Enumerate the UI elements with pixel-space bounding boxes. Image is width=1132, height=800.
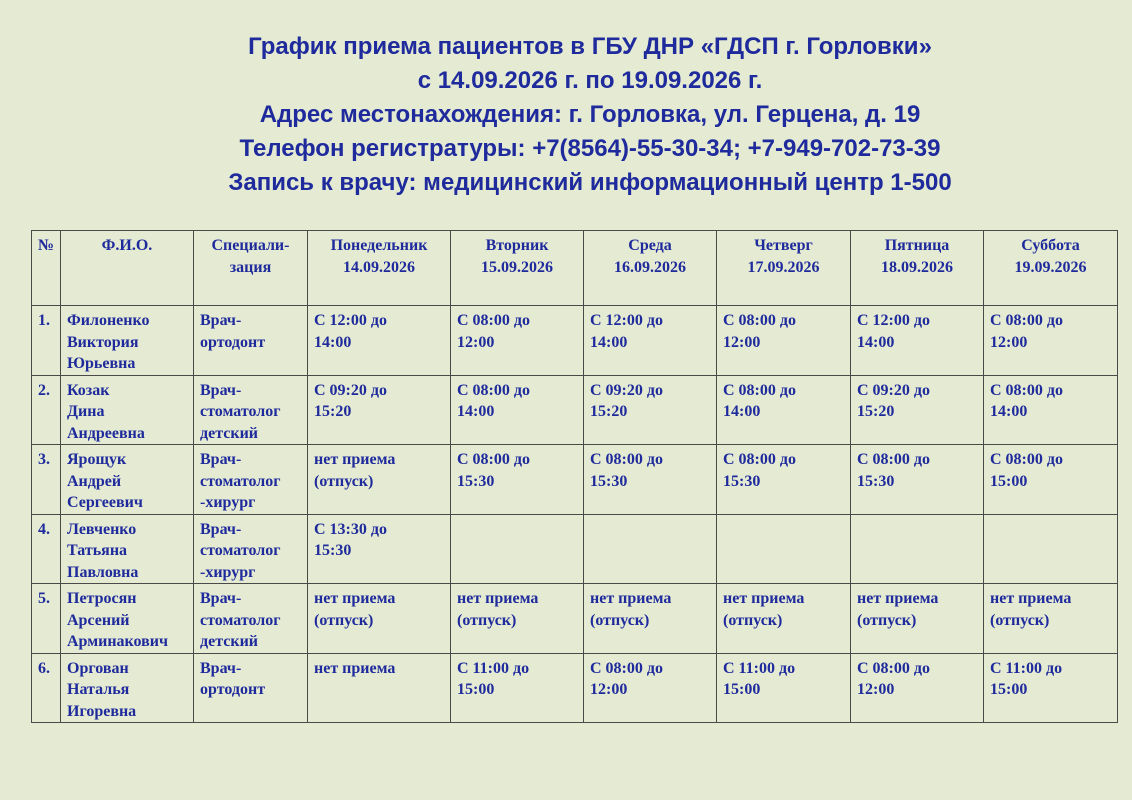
schedule-cell-line: 12:00 [723,333,761,351]
schedule-cell-line: С 08:00 до [590,451,663,468]
specialization-line: Врач- [200,590,242,607]
specialization-line: Врач- [200,381,242,399]
schedule-cell [451,584,584,654]
specialization-line: детский [200,424,259,442]
table-row [32,306,1118,376]
row-number: 2. [32,375,61,445]
schedule-cell [308,306,451,376]
doctor-specialization [194,445,308,515]
specialization-line: Врач- [200,451,242,468]
schedule-cell-line: 14:00 [590,333,628,351]
row-number: 1. [32,306,61,376]
schedule-cell-line: нет приема [457,590,539,607]
doctor-specialization [194,306,308,376]
schedule-cell-line: (отпуск) [723,611,783,629]
schedule-cell [984,445,1118,515]
schedule-cell-line: С 11:00 до [457,659,530,677]
schedule-cell-line: нет приема [314,451,396,468]
header-specialization [194,231,308,306]
specialization-line: стоматолог [200,611,281,629]
schedule-cell-line: нет приема [857,590,939,607]
specialization-line: ортодонт [200,681,266,698]
row-number: 4. [32,514,61,584]
header-specialization-line1: Специали- [211,237,290,254]
schedule-cell [584,306,717,376]
schedule-cell-line: 14:00 [857,333,895,351]
header-appointment: Запись к врачу: медицинский информационный центр 1-500 [228,169,952,196]
header-address: Адрес местонахождения: г. Горловка, ул. Герцена, д. 19 [259,101,921,128]
schedule-cell-line: С 12:00 до [590,312,663,329]
doctor-name-line: Виктория [67,333,139,351]
specialization-line: детский [200,633,259,650]
schedule-cell-line: нет приема [723,590,805,607]
doctor-name-line: Арсений [67,611,130,629]
schedule-cell-line: С 09:20 до [590,381,663,399]
schedule-cell [984,375,1118,445]
doctor-name-line: Дина [67,403,105,420]
schedule-cell [717,375,851,445]
header-day-wednesday [584,231,717,306]
specialization-line: стоматолог [200,542,281,559]
schedule-cell [584,445,717,515]
doctor-name-line: Игоревна [67,702,137,720]
schedule-header [0,30,1132,200]
doctor-name-line: Петросян [67,590,137,607]
schedule-cell-line: С 09:20 до [857,381,930,399]
doctor-specialization [194,653,308,723]
doctor-name-line: Левченко [67,520,137,538]
specialization-line: стоматолог [200,403,281,420]
doctor-name [61,445,194,515]
schedule-cell-line: С 08:00 до [457,381,530,399]
day-name: Среда [628,237,672,254]
header-day-friday [851,231,984,306]
doctor-name [61,584,194,654]
doctor-name [61,375,194,445]
schedule-cell-line: С 08:00 до [990,312,1063,329]
doctor-name [61,306,194,376]
row-number: 5. [32,584,61,654]
schedule-cell [451,306,584,376]
schedule-cell [851,375,984,445]
schedule-cell-line: С 08:00 до [590,659,663,677]
schedule-cell [584,375,717,445]
doctor-name-line: Юрьевна [67,355,136,372]
doctor-specialization [194,584,308,654]
header-day-tuesday [451,231,584,306]
specialization-line: стоматолог [200,472,281,490]
schedule-cell-line: С 08:00 до [723,451,796,468]
table-row [32,445,1118,515]
schedule-cell-line: С 08:00 до [457,451,530,468]
schedule-cell [451,514,584,584]
doctor-name-line: Наталья [67,681,130,698]
schedule-cell [308,375,451,445]
header-day-thursday [717,231,851,306]
schedule-cell-line: С 08:00 до [457,312,530,329]
doctor-name-line: Андреевна [67,424,145,442]
schedule-cell-line: 12:00 [590,681,628,698]
table-row [32,375,1118,445]
specialization-line: Врач- [200,659,242,677]
schedule-cell-line: (отпуск) [314,611,374,629]
specialization-line: Врач- [200,312,242,329]
schedule-cell-line: (отпуск) [314,472,374,490]
doctor-specialization [194,375,308,445]
schedule-cell [451,375,584,445]
day-name: Четверг [754,237,813,254]
schedule-cell-line: 15:00 [723,681,761,698]
schedule-cell [984,514,1118,584]
schedule-cell-line: (отпуск) [857,611,917,629]
schedule-cell-line: С 11:00 до [990,659,1063,677]
row-number: 3. [32,445,61,515]
table-row [32,514,1118,584]
schedule-cell [984,584,1118,654]
header-phone: Телефон регистратуры: +7(8564)-55-30-34; +7-949-702-73-39 [239,135,941,162]
schedule-cell-line: С 08:00 до [857,451,930,468]
day-name: Понедельник [330,237,428,254]
schedule-cell-line: 12:00 [990,333,1028,351]
schedule-cell [717,653,851,723]
doctor-specialization [194,514,308,584]
day-date: 15.09.2026 [481,258,553,276]
schedule-cell [584,653,717,723]
row-number: 6. [32,653,61,723]
schedule-cell-line: 15:30 [723,472,761,490]
schedule-cell [851,445,984,515]
schedule-cell-line: (отпуск) [590,611,650,629]
schedule-cell-line: нет приема [314,590,396,607]
doctor-name [61,514,194,584]
specialization-line: -хирург [200,494,256,511]
schedule-cell-line: С 12:00 до [857,312,930,329]
schedule-cell-line: 12:00 [857,681,895,698]
schedule-cell [851,584,984,654]
doctor-name-line: Татьяна [67,542,128,559]
schedule-cell-line: 15:00 [457,681,495,698]
schedule-cell [451,445,584,515]
header-num: № [32,231,61,306]
doctor-name-line: Сергеевич [67,494,143,511]
schedule-cell [717,584,851,654]
schedule-cell [984,653,1118,723]
table-row [32,653,1118,723]
specialization-line: ортодонт [200,333,266,351]
schedule-cell-line: С 13:30 до [314,520,387,538]
header-period: с 14.09.2026 г. по 19.09.2026 г. [417,67,763,94]
schedule-cell [584,514,717,584]
schedule-cell [851,514,984,584]
specialization-line: -хирург [200,563,256,581]
schedule-cell-line: С 08:00 до [990,451,1063,468]
day-name: Пятница [884,237,950,254]
schedule-cell-line: 12:00 [457,333,495,351]
schedule-cell-line: 14:00 [457,403,495,420]
specialization-line: Врач- [200,520,242,538]
day-date: 17.09.2026 [747,258,820,276]
schedule-table [31,230,1118,723]
doctor-name-line: Ярощук [67,451,127,468]
doctor-name-line: Оргован [67,659,129,677]
header-fio: Ф.И.О. [61,231,194,306]
header-day-monday [308,231,451,306]
day-date: 18.09.2026 [881,258,953,276]
schedule-cell [851,653,984,723]
doctor-name [61,653,194,723]
schedule-cell-line: 14:00 [990,403,1028,420]
schedule-cell-line: 14:00 [314,333,352,351]
doctor-name-line: Андрей [67,472,122,490]
schedule-cell [984,306,1118,376]
schedule-cell-line: 15:30 [314,542,352,559]
day-name: Суббота [1021,237,1080,254]
schedule-cell-line: 15:30 [457,472,495,490]
day-date: 16.09.2026 [614,258,686,276]
schedule-cell [308,514,451,584]
schedule-cell-line: нет приема [590,590,672,607]
table-body [32,306,1118,723]
schedule-cell-line: (отпуск) [990,611,1050,629]
schedule-cell [308,653,451,723]
doctor-name-line: Павловна [67,563,139,581]
schedule-cell [451,653,584,723]
schedule-cell-line: 15:30 [590,472,628,490]
schedule-cell-line: С 11:00 до [723,659,796,677]
day-date: 14.09.2026 [343,258,415,276]
schedule-cell [851,306,984,376]
day-name: Вторник [485,237,549,254]
header-title: График приема пациентов в ГБУ ДНР «ГДСП г. Горловки» [248,33,932,60]
schedule-cell [717,306,851,376]
doctor-name-line: Козак [67,381,110,399]
schedule-cell-line: С 08:00 до [990,381,1063,399]
schedule-cell-line: С 09:20 до [314,381,387,399]
schedule-cell-line: 15:00 [990,681,1028,698]
schedule-cell [717,514,851,584]
schedule-cell [308,584,451,654]
schedule-cell [584,584,717,654]
schedule-cell-line: С 08:00 до [723,312,796,329]
schedule-cell-line: нет приема [990,590,1072,607]
schedule-cell-line: С 08:00 до [723,381,796,399]
schedule-cell-line: 15:20 [857,403,895,420]
schedule-cell [717,445,851,515]
schedule-cell-line: 15:20 [590,403,628,420]
table-header-row [32,231,1118,306]
schedule-cell-line: нет приема [314,659,396,677]
schedule-cell-line: 14:00 [723,403,761,420]
schedule-cell-line: С 12:00 до [314,312,387,329]
day-date: 19.09.2026 [1014,258,1087,276]
header-day-saturday [984,231,1118,306]
schedule-cell-line: (отпуск) [457,611,517,629]
doctor-name-line: Филоненко [67,312,150,329]
schedule-cell-line: 15:30 [857,472,895,490]
schedule-cell-line: 15:00 [990,472,1028,490]
table-row [32,584,1118,654]
header-specialization-line2: зация [229,258,272,276]
schedule-cell [308,445,451,515]
schedule-cell-line: С 08:00 до [857,659,930,677]
doctor-name-line: Арминакович [67,633,169,650]
schedule-cell-line: 15:20 [314,403,352,420]
